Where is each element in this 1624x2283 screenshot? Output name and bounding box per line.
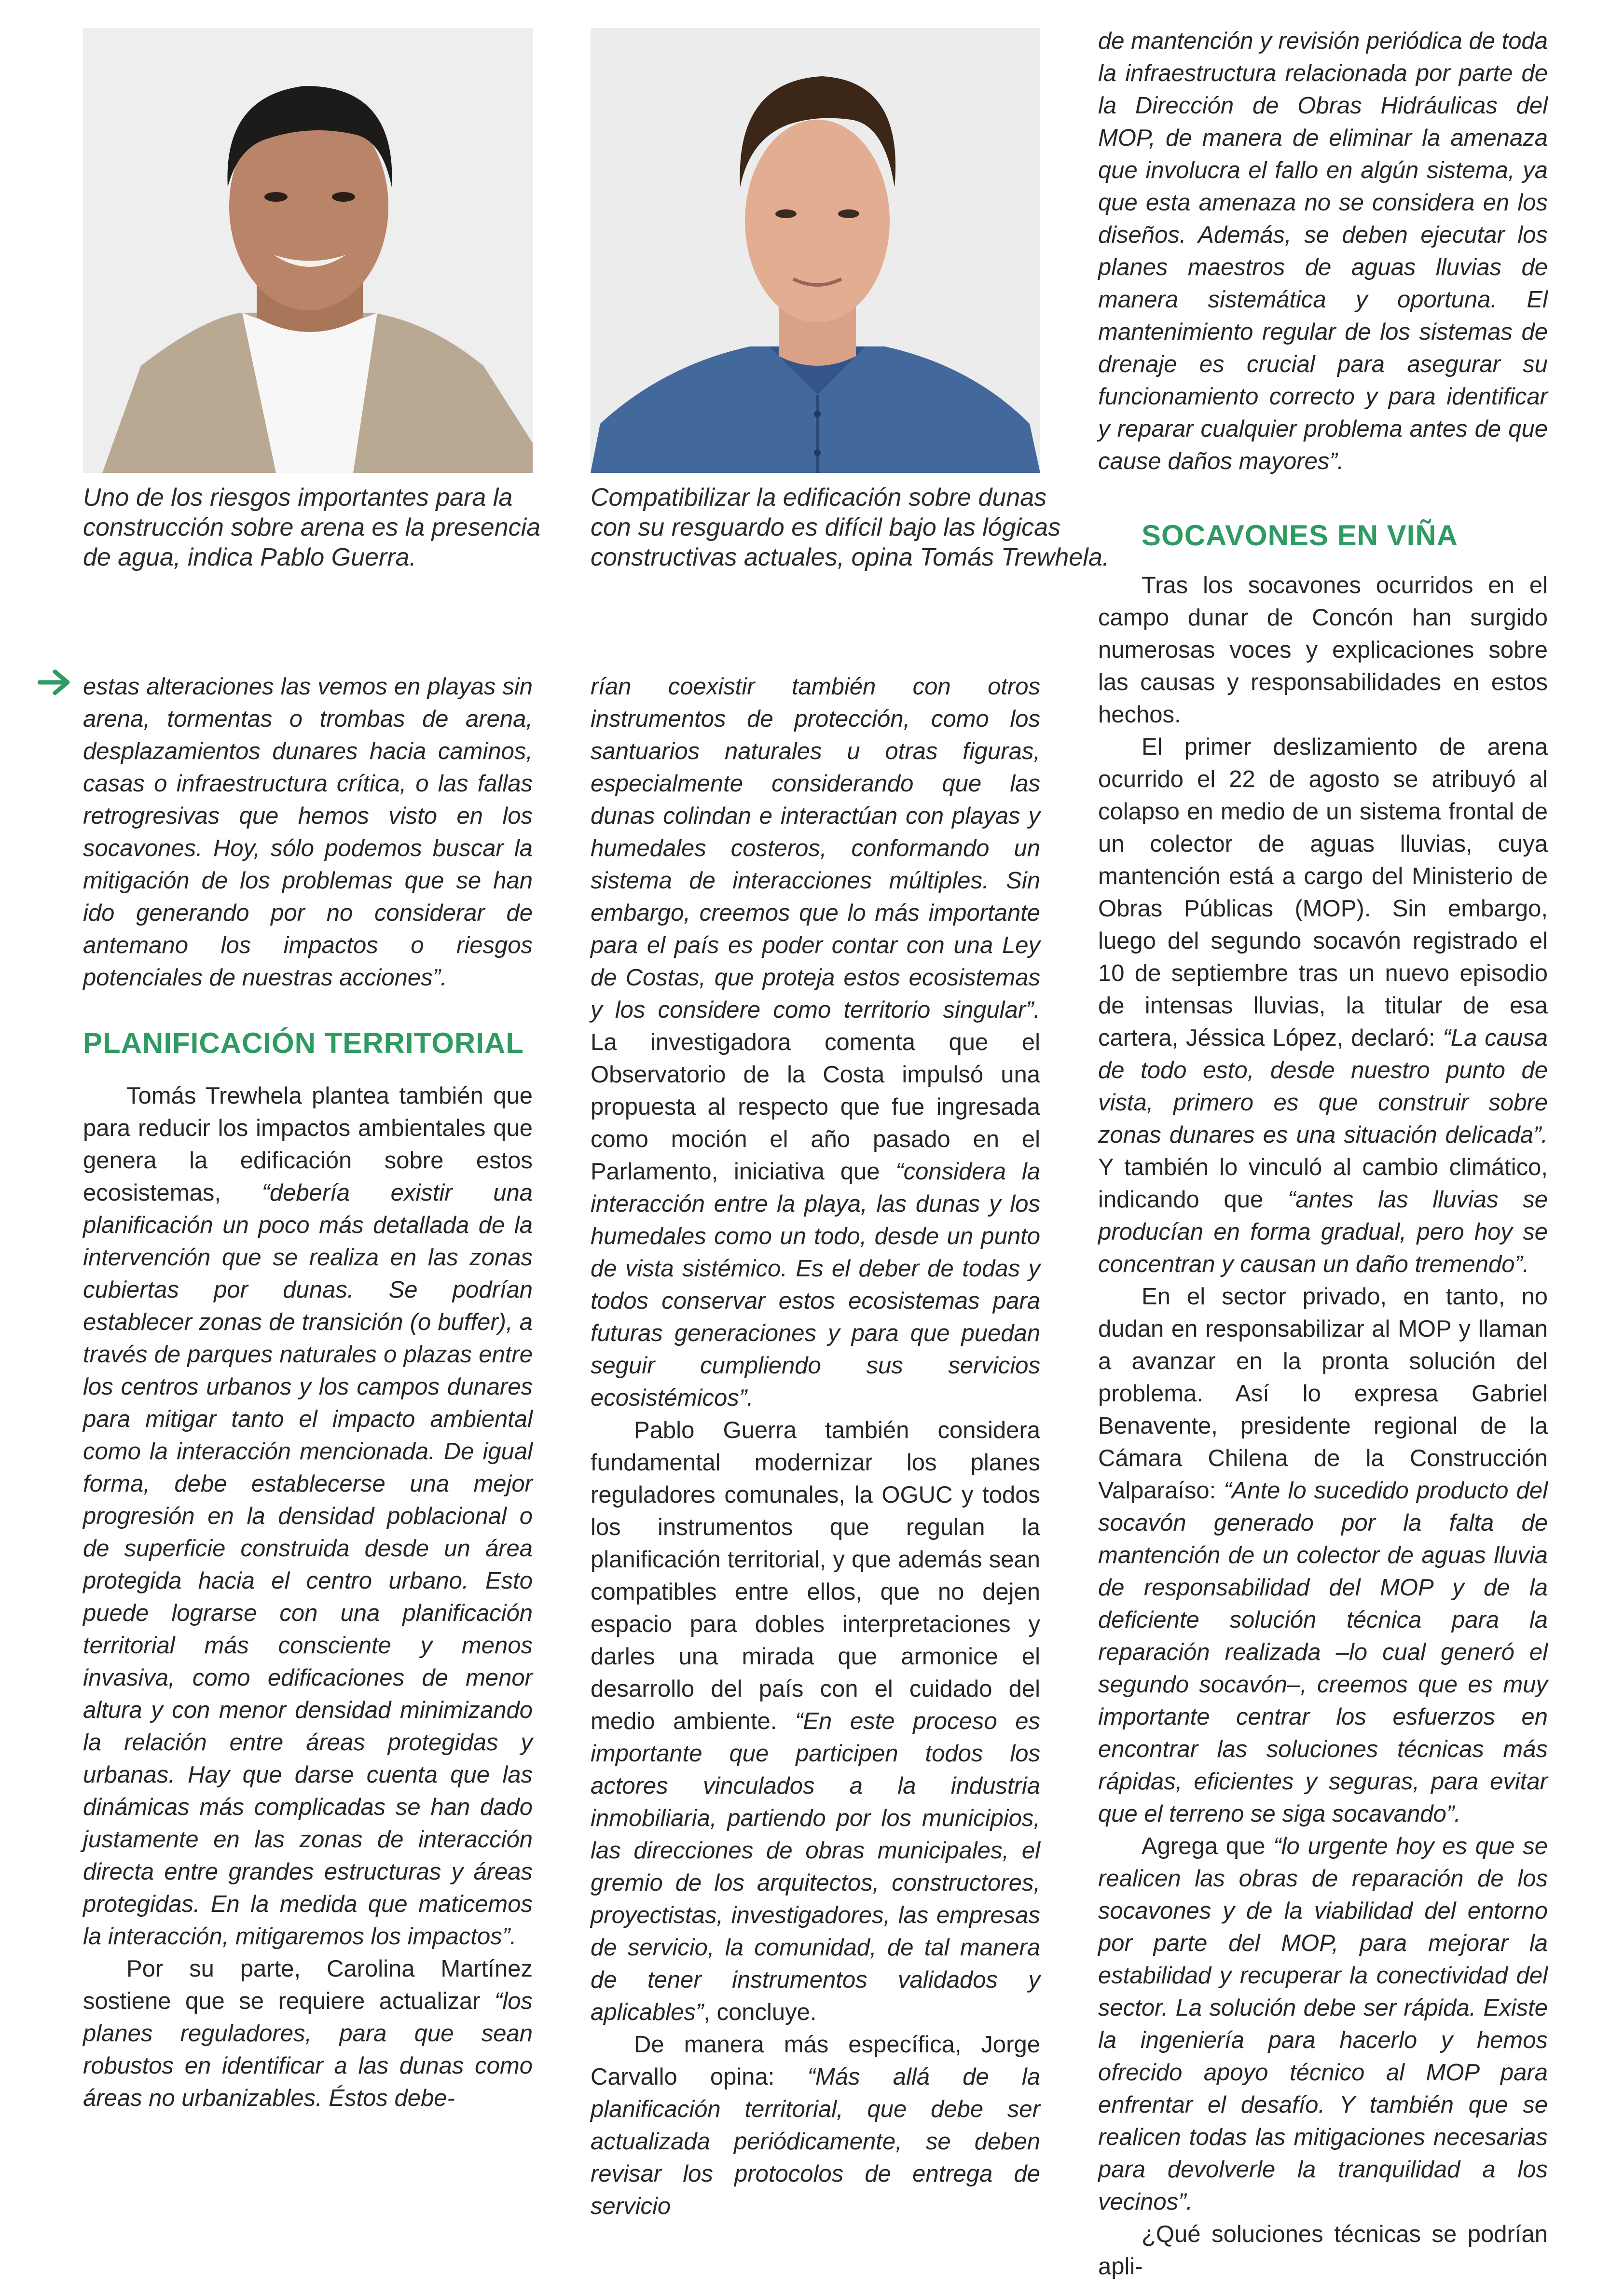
column-2	[591, 671, 1040, 2223]
paragraph: ¿Qué soluciones técnicas se podrían apli-	[1098, 2221, 1548, 2280]
paragraph-text: Por su parte, Carolina Martínez sostiene que se requiere actualizar	[83, 1956, 533, 2014]
paragraph	[591, 2029, 1040, 2223]
caption-line: con su resguardo es difícil bajo las lógicas	[591, 513, 1061, 541]
continuation-arrow-icon	[38, 669, 74, 696]
paragraph	[83, 1080, 533, 1953]
paragraph-text: Pablo Guerra también considera fundamental modernizar los planes reguladores comunales, la OGUC y todos los instrumentos que regulan la planificación territorial, y que además sean compatibles entre ellos, que no dejen espacio para dobles interpretaciones y darles una mirada que armonice el desarrollo del país con el cuidado del medio ambiente.	[591, 1417, 1040, 1734]
column-1	[83, 671, 533, 2115]
paragraph: de mantención y revisión periódica de toda la infraestructura relacionada por parte de la Dirección de Obras Hidráulicas del MOP, de manera de eliminar la amenaza que involucra el fallo en algún sistema, ya que esta amenaza no se considera en los diseños. Además, se deben ejecutar los planes maestros de aguas lluvias de manera sistemática y oportuna. El mantenimiento regular de los sistemas de drenaje es crucial para asegurar su funcionamiento correcto y para identificar y reparar cualquier problema antes de que cause daños mayores”.	[1098, 28, 1548, 474]
photo-pablo-guerra	[83, 28, 533, 473]
paragraph	[591, 671, 1040, 1414]
section-heading-socavones: SOCAVONES EN VIÑA	[1142, 519, 1458, 552]
paragraph	[1098, 1281, 1548, 1830]
paragraph-text: Agrega que	[1142, 1833, 1274, 1859]
photo-caption-middle	[591, 483, 1110, 572]
quote: rían coexistir también con otros instrumentos de protección, como los santuarios naturales u otras figuras, especialmente considerando que las dunas colindan e interactúan con playas y humedales costeros, conformando un sistema de interacciones múltiples. Sin embargo, creemos que lo más importante para el país es poder contar con una Ley de Costas, que proteja estos ecosistemas y los considere como territorio singular”.	[591, 674, 1040, 1023]
quote: “La causa de todo esto, desde nuestro punto de vista, primero es que construir sobre zonas dunares es una situación delicada”.	[1098, 1025, 1548, 1148]
quote: “lo urgente hoy es que se realicen las obras de reparación de los socavones y de la viabilidad del entorno por parte del MOP, para mejorar la estabilidad y recuperar la conectividad del sector. La solución debe ser rápida. Existe la ingeniería para hacerlo y hemos ofrecido apoyo técnico al MOP para enfrentar el desafío. Y también que se realicen todas las mitigaciones necesarias para devolverle la tranquilidad a los vecinos”.	[1098, 1833, 1548, 2215]
quote: “Más allá de la planificación territorial, que debe ser actualizada periódicamente, se deben revisar los protocolos de entrega de servicio	[591, 2064, 1040, 2219]
paragraph	[591, 1414, 1040, 2029]
paragraph	[1098, 731, 1548, 1281]
paragraph-text: El primer deslizamiento de arena ocurrido el 22 de agosto se atribuyó al colapso en medio de un sistema frontal de un colector de aguas lluvias, cuya mantención está a cargo del Ministerio de Obras Públicas (MOP). Sin embargo, luego del segundo socavón registrado el 10 de septiembre tras un nuevo episodio de intensas lluvias, la titular de esa cartera, Jéssica López, declaró:	[1098, 734, 1548, 1051]
quote: “antes las lluvias se producían en forma gradual, pero hoy se concentran y causan un daño tremendo”.	[1098, 1187, 1548, 1277]
column-3	[1098, 25, 1548, 2283]
paragraph-text: En el sector privado, en tanto, no dudan en responsabilizar al MOP y llaman a avanzar en la pronta solución del problema. Así lo expresa Gabriel Benavente, presidente regional de la Cámara Chilena de la Construcción Valparaíso:	[1098, 1284, 1548, 1504]
quote: “Ante lo sucedido producto del socavón generado por la falta de mantención de un colector de aguas lluvia de responsabilidad del MOP y de la deficiente solución técnica para la reparación realizada –lo cual generó el segundo socavón–, creemos que es muy importante centrar los esfuerzos en encontrar las soluciones técnicas más rápidas, eficientes y seguras, para evitar que el terreno se siga socavando”.	[1098, 1478, 1548, 1827]
paragraph	[1098, 1830, 1548, 2218]
caption-line: Compatibilizar la edificación sobre dunas	[591, 484, 1047, 512]
quote: “En este proceso es importante que participen todos los actores vinculados a la industria inmobiliaria, partiendo por los municipios, las direcciones de obras municipales, el gremio de los arquitectos, constructores, proyectistas, investigadores, las empresas de servicio, la comunidad, de tal manera de tener instrumentos validados y aplicables”	[591, 1708, 1040, 2025]
paragraph	[83, 1953, 533, 2115]
quote: “debería existir una planificación un poco más detallada de la intervención que se realiza en las zonas cubiertas por dunas. Se podrían establecer zonas de transición (o buffer), a través de parques naturales o plazas entre los centros urbanos y los campos dunares para mitigar tanto el impacto ambiental como la interacción mencionada. De igual forma, debe establecerse una mejor progresión en la densidad poblacional o de superficie construida desde un área protegida hacia el centro urbano. Esto puede lograrse con una planificación territorial más consciente y menos invasiva, como edificaciones de menor altura y con menor densidad minimizando la relación entre áreas protegidas y urbanas. Hay que darse cuenta que las dinámicas más complicadas se han dado justamente en las zonas de interacción directa entre grandes estructuras y áreas protegidas. En la medida que maticemos la interacción, mitigaremos los impactos”.	[83, 1180, 533, 1950]
quote: “considera la interacción entre la playa, las dunas y los humedales como un todo, desde un punto de vista sistémico. Es el deber de todas y todos conservar estos ecosistemas para futuras generaciones y para que puedan seguir cumpliendo sus servicios ecosistémicos”.	[591, 1159, 1041, 1411]
photo-caption-left	[83, 483, 541, 572]
paragraph-text: La investigadora comenta que el Observatorio de la Costa impulsó una propuesta al respecto que fue ingresada como moción el año pasado en el Parlamento, iniciativa que	[591, 1029, 1040, 1185]
caption-line: Uno de los riesgos importantes para la	[83, 484, 513, 512]
caption-line: construcción sobre arena es la presencia	[83, 513, 541, 541]
quote: “los planes reguladores, para que sean robustos en identificar a las dunas como áreas no urbanizables. Éstos debe-	[83, 1988, 533, 2111]
caption-line: constructivas actuales, opina Tomás Trewhela.	[591, 543, 1110, 571]
paragraph: Tras los socavones ocurridos en el campo dunar de Concón han surgido numerosas voces y explicaciones sobre las causas y responsabilidades en estos hechos.	[1098, 572, 1548, 728]
paragraph-text: De manera más específica, Jorge Carvallo opina:	[591, 2032, 1040, 2090]
section-heading-planificacion: PLANIFICACIÓN TERRITORIAL	[83, 1027, 524, 1059]
paragraph: estas alteraciones las vemos en playas sin arena, tormentas o trombas de arena, desplazamientos dunares hacia caminos, casas o infraestructura crítica, o las fallas retrogresivas que hemos visto en los socavones. Hoy, sólo podemos buscar la mitigación de los problemas que se han ido generando por no considerar de antemano los impactos o riesgos potenciales de nuestras acciones”.	[83, 674, 533, 991]
paragraph-text: , concluye.	[703, 1999, 817, 2025]
paragraph-text: Y también lo vinculó al cambio climático, indicando que	[1098, 1154, 1548, 1213]
photo-tomas-trewhela	[591, 28, 1040, 473]
caption-line: de agua, indica Pablo Guerra.	[83, 543, 416, 571]
paragraph-text: Tomás Trewhela plantea también que para reducir los impactos ambientales que genera la edificación sobre estos ecosistemas,	[83, 1083, 533, 1206]
